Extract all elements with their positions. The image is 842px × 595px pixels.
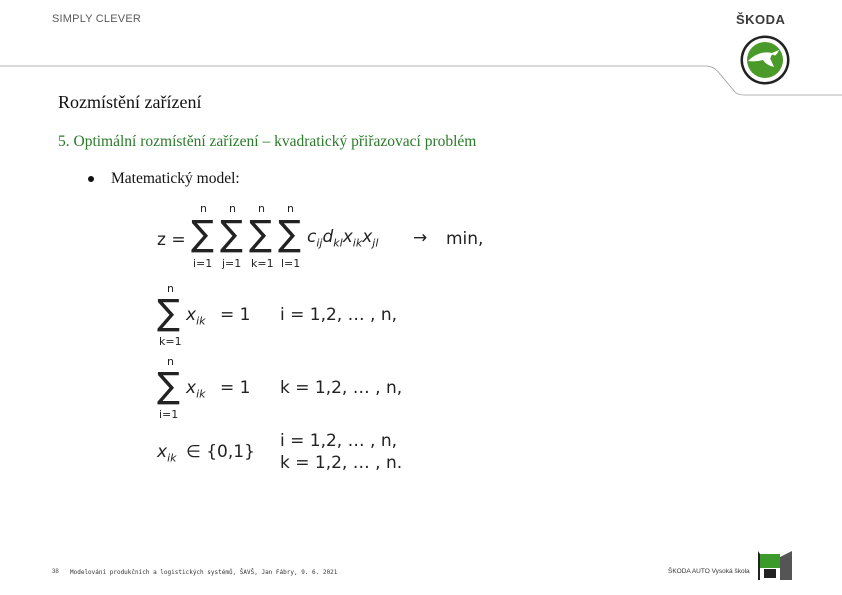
objective-equation (157, 203, 497, 273)
objective-term: $c_{ij}d_{kl}x_{ik}x_{jl}$ (307, 227, 379, 250)
objective-goal: min, (446, 229, 484, 249)
bullet-text: Matematický model: (111, 170, 240, 187)
bullet-icon (88, 176, 94, 182)
sum-upper: n (287, 202, 294, 215)
sum-upper: n (200, 202, 207, 215)
arrow-icon: → (413, 228, 428, 248)
sum-lower: j=1 (222, 257, 242, 270)
domain-range-k: k = 1,2, … , n. (280, 453, 403, 473)
sum-lower: i=1 (193, 257, 213, 270)
constraint-range: i = 1,2, … , n, (280, 305, 398, 325)
sum-lower: i=1 (159, 408, 179, 421)
sum-symbol-icon: ∑ (278, 213, 301, 255)
domain-set: ∈ {0,1} (186, 442, 255, 462)
constraint-rhs: = 1 (220, 305, 251, 325)
sum-upper: n (167, 282, 174, 295)
slide-subtitle: 5. Optimální rozmístění zařízení – kvadratický přiřazovací problém (58, 133, 477, 150)
constraint-column-equation (157, 356, 417, 422)
sum-lower: l=1 (281, 257, 301, 270)
slogan: SIMPLY CLEVER (52, 13, 142, 25)
sum-lower: k=1 (251, 257, 274, 270)
constraint-range: k = 1,2, … , n, (280, 378, 403, 398)
variable: $x_{ik}$ (186, 305, 206, 328)
sum-symbol-icon: ∑ (157, 365, 180, 407)
constraint-rhs: = 1 (220, 378, 251, 398)
page-number: 38 (52, 569, 59, 575)
slide-title: Rozmístění zařízení (58, 92, 202, 112)
variable: $x_{ik}$ (157, 442, 177, 465)
skoda-logo-icon (739, 34, 791, 86)
domain-range-i: i = 1,2, … , n, (280, 431, 398, 451)
objective-lhs: z = (157, 230, 186, 250)
sum-lower: k=1 (159, 335, 182, 348)
footer-brand: ŠKODA AUTO Vysoká škola (668, 568, 750, 575)
sum-symbol-icon: ∑ (249, 213, 272, 255)
school-logo-icon (758, 551, 792, 581)
sum-symbol-icon: ∑ (220, 213, 243, 255)
bullet-item (88, 170, 240, 188)
footer-caption: Modelování produkčních a logistických systémů, ŠAVŠ, Jan Fábry, 9. 6. 2021 (70, 569, 338, 576)
sum-upper: n (258, 202, 265, 215)
sum-upper: n (229, 202, 236, 215)
sum-symbol-icon: ∑ (157, 292, 180, 334)
domain-equation (157, 433, 417, 475)
brand-wordmark: ŠKODA (736, 12, 786, 27)
constraint-row-equation (157, 283, 417, 349)
variable: $x_{ik}$ (186, 378, 206, 401)
sum-symbol-icon: ∑ (191, 213, 214, 255)
sum-upper: n (167, 355, 174, 368)
